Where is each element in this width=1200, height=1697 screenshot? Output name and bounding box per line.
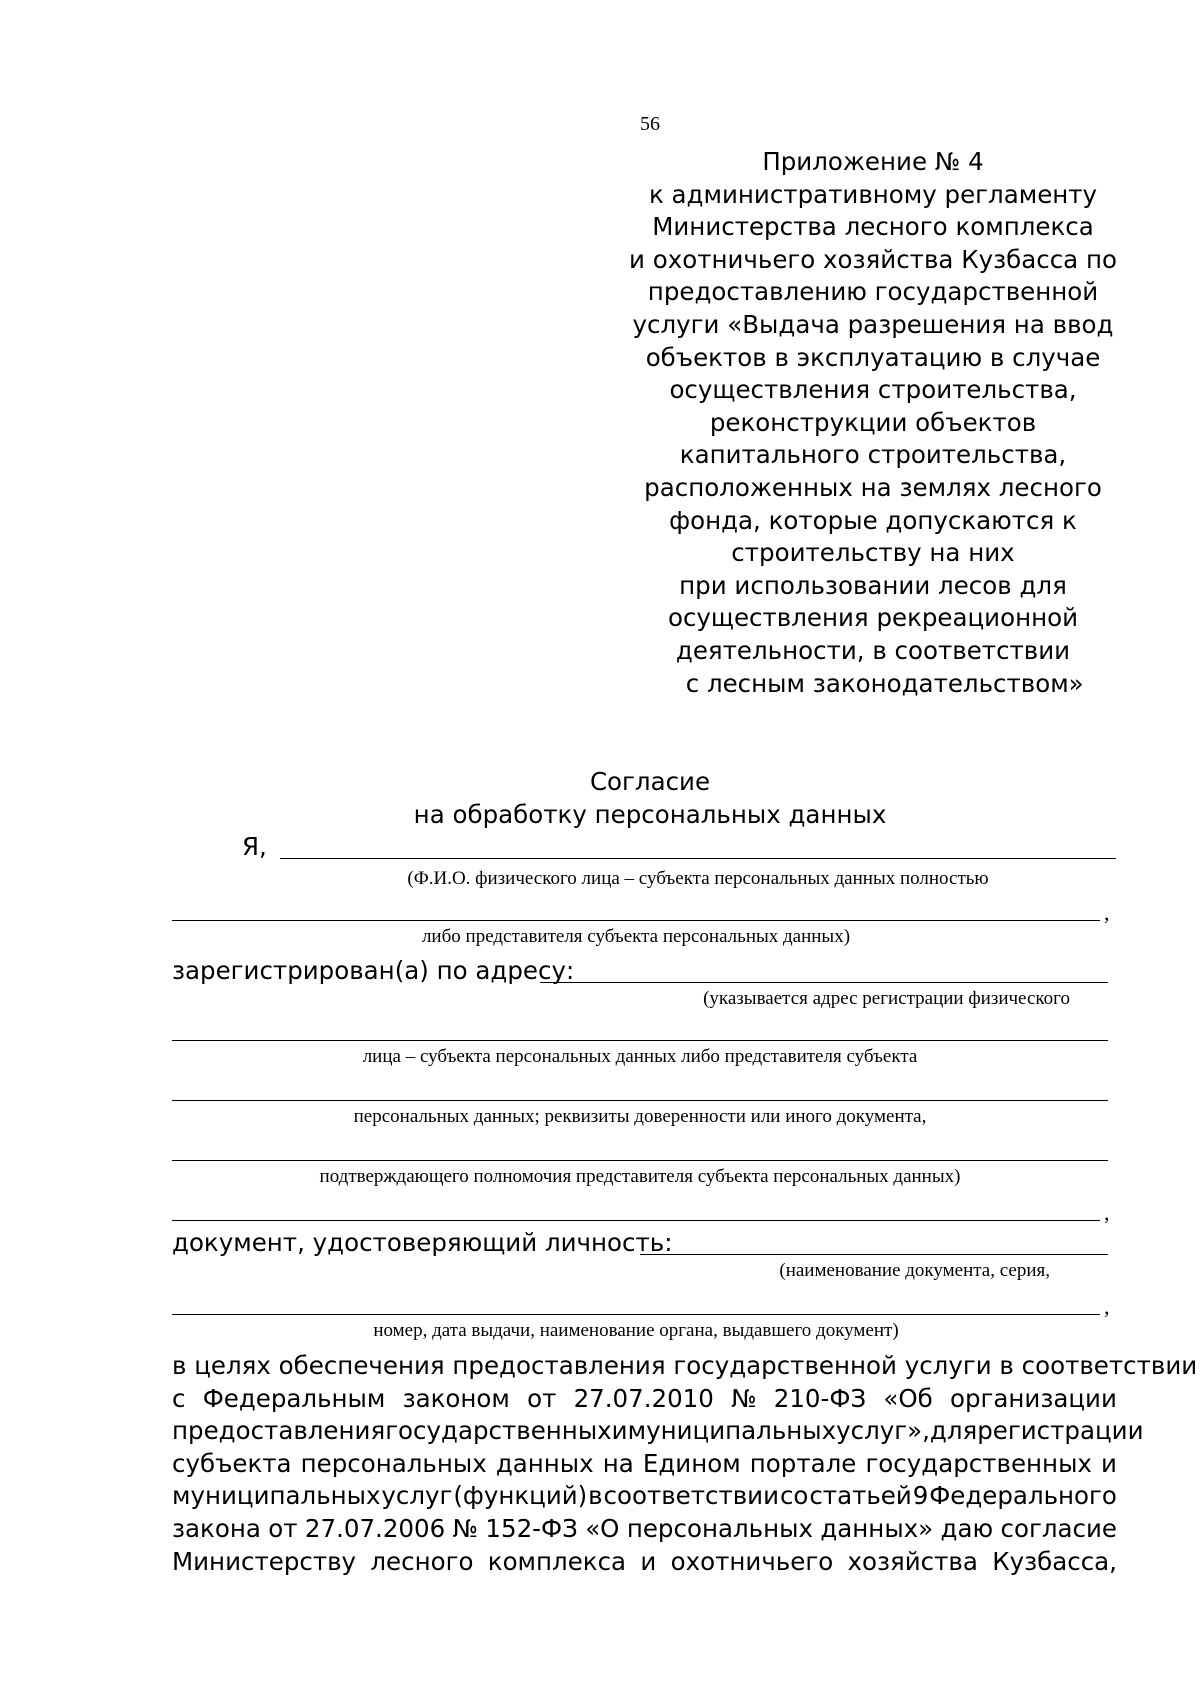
body-line (172, 1513, 1117, 1546)
appendix-line: Министерства лесного комплекса (652, 212, 1094, 242)
appendix-line: предоставлению государственной (647, 277, 1099, 307)
body-word: государственных (385, 1416, 612, 1446)
body-word: предоставления (172, 1416, 386, 1446)
comma: , (1104, 1200, 1110, 1225)
body-word: 27.07.2006 (304, 1513, 446, 1543)
body-line (172, 1480, 1117, 1513)
body-word: данных (495, 1448, 594, 1478)
body-word: муниципальных (172, 1481, 381, 1511)
body-word: персональных (626, 1513, 813, 1543)
body-word: закона (172, 1513, 261, 1543)
page-number: 56 (640, 113, 660, 135)
appendix-line: капитального строительства, (679, 440, 1067, 470)
address-line-5[interactable] (172, 1220, 1100, 1221)
id-document-label: документ, удостоверяющий личность: (172, 1228, 673, 1257)
body-word: № (731, 1383, 757, 1413)
appendix-header (618, 146, 1128, 700)
appendix-line: Приложение № 4 (762, 147, 984, 176)
fio-note: (Ф.И.О. физического лица – субъекта персональных данных полностью (407, 868, 989, 889)
body-word: хозяйства (847, 1546, 978, 1576)
id-document-line-2[interactable] (172, 1314, 1100, 1315)
body-word: для (929, 1416, 978, 1446)
body-word: Министерству (172, 1546, 357, 1576)
body-word: охотничьего (670, 1546, 834, 1576)
body-word: на (602, 1448, 634, 1478)
body-word: 27.07.2010 (573, 1383, 714, 1413)
body-word: субъекта (172, 1448, 292, 1478)
body-word: статьей (809, 1481, 912, 1511)
body-word: с (172, 1383, 186, 1413)
body-word: комплекса (487, 1546, 627, 1576)
body-word: муниципальных (627, 1416, 837, 1446)
body-word: Кузбасса, (992, 1546, 1117, 1576)
appendix-line: к административному регламенту (648, 179, 1098, 209)
comma: , (1104, 900, 1110, 925)
address-note-2: лица – субъекта персональных данных либо представителя субъекта (362, 1046, 918, 1067)
body-word: и (640, 1546, 657, 1576)
appendix-line: строительству на них (731, 538, 1015, 568)
body-word: от (268, 1513, 298, 1543)
appendix-line: осуществления строительства, (669, 375, 1077, 405)
appendix-line: осуществления рекреационной (667, 603, 1079, 633)
body-word: № (452, 1513, 479, 1543)
body-word: даю (940, 1513, 994, 1543)
address-note-4: подтверждающего полномочия представителя субъекта персональных данных) (319, 1166, 961, 1187)
body-word: Федеральным (202, 1383, 386, 1413)
body-word: согласие (1000, 1513, 1117, 1543)
body-word: и (1101, 1448, 1117, 1478)
id-document-note-1: (наименование документа, серия, (779, 1260, 1050, 1281)
fio-continuation-line[interactable] (172, 920, 1100, 921)
body-word: «Об (883, 1383, 933, 1413)
appendix-line: при использовании лесов для (679, 570, 1067, 600)
body-word: регистрации (977, 1416, 1144, 1446)
body-word: «О (585, 1513, 620, 1543)
consent-title: Согласие (589, 767, 711, 796)
body-word: организации (949, 1383, 1117, 1413)
appendix-line: расположенных на землях лесного (644, 472, 1102, 502)
address-note-3: персональных данных; реквизиты доверенности или иного документа, (353, 1106, 927, 1127)
body-line (172, 1383, 1117, 1416)
body-word: данных» (820, 1513, 934, 1543)
appendix-line: деятельности, в соответствии (675, 635, 1071, 665)
appendix-line: реконструкции объектов (709, 407, 1037, 437)
body-word: государственных (865, 1448, 1092, 1478)
body-word: в (588, 1481, 603, 1511)
body-word: Федерального (929, 1481, 1117, 1511)
body-word: законом (402, 1383, 510, 1413)
representative-note: либо представителя субъекта персональных данных) (421, 926, 851, 947)
body-line (172, 1448, 1117, 1481)
appendix-line: и охотничьего хозяйства Кузбасса по (629, 244, 1117, 274)
body-word: со (779, 1481, 809, 1511)
body-word: лесного (370, 1546, 474, 1576)
body-word: (функций) (453, 1481, 588, 1511)
appendix-line: услуги «Выдача разрешения на ввод (632, 309, 1114, 339)
body-word: Едином (642, 1448, 741, 1478)
consent-subtitle: на обработку персональных данных (413, 800, 887, 829)
address-line-4[interactable] (172, 1160, 1108, 1161)
body-line (172, 1415, 1144, 1448)
body-word: соответствии (603, 1481, 780, 1511)
body-word: 210-ФЗ (773, 1383, 867, 1413)
fio-field-line[interactable] (280, 858, 1116, 859)
id-document-field-line[interactable] (640, 1254, 1108, 1255)
body-line (172, 1546, 1117, 1579)
address-line-3[interactable] (172, 1100, 1108, 1101)
address-line-2[interactable] (172, 1040, 1108, 1041)
i-label: Я, (242, 832, 267, 861)
body-word: портале (749, 1448, 857, 1478)
body-word: персональных (300, 1448, 487, 1478)
body-word: 9 (912, 1481, 929, 1511)
address-field-line[interactable] (540, 982, 1108, 983)
id-document-note-2: номер, дата выдачи, наименование органа, выдавшего документ) (373, 1320, 899, 1341)
body-word: услуг», (836, 1416, 930, 1446)
body-word: услуг (381, 1481, 453, 1511)
body-word: от (527, 1383, 557, 1413)
address-note-1: (указывается адрес регистрации физического (703, 988, 1070, 1009)
appendix-line: объектов в эксплуатацию в случае (645, 342, 1101, 372)
body-word: и (611, 1416, 628, 1446)
consent-body-paragraph (172, 1350, 1198, 1578)
appendix-line: фонда, которые допускаются к (669, 505, 1077, 535)
comma: , (1104, 1294, 1110, 1319)
appendix-line: с лесным законодательством» (662, 668, 1084, 698)
body-line: в целях обеспечения предоставления государственной услуги в соответствии (172, 1351, 1198, 1380)
address-label: зарегистрирован(а) по адресу: (172, 956, 575, 985)
body-word: 152-ФЗ (485, 1513, 578, 1543)
